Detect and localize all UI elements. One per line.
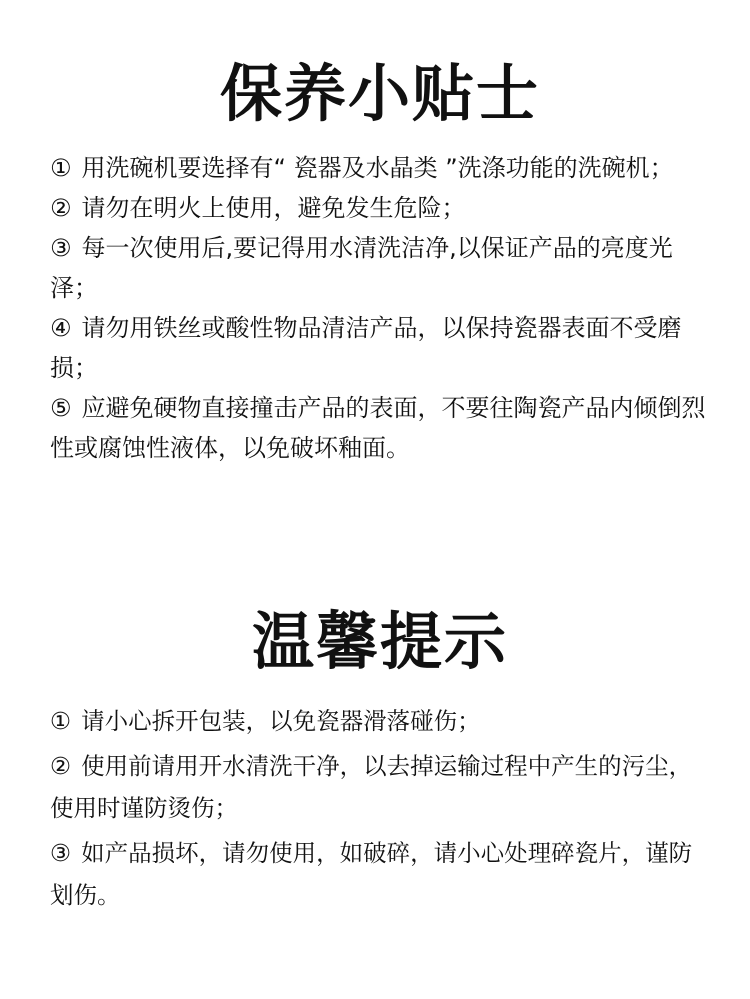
item-text: 每一次使用后,要记得用水清洗洁净,以保证产品的亮度光泽； [50,234,673,302]
item-text: 请勿在明火上使用，避免发生危险； [81,194,466,222]
item-number: ④ [50,314,72,342]
item-number: ① [50,707,72,735]
care-tips-section [50,58,710,468]
list-item [50,228,710,308]
list-item [50,745,710,829]
list-item [50,388,710,468]
warm-tips-list [50,700,710,916]
item-number: ③ [50,234,72,262]
item-number: ② [50,194,72,222]
warm-tips-title: 温馨提示 [251,605,508,678]
item-text: 使用前请用开水清洗干净，以去掉运输过程中产生的污尘，使用时谨防烫伤； [50,752,693,822]
list-item [50,188,710,228]
item-text: 请勿用铁丝或酸性物品清洁产品，以保持瓷器表面不受磨损； [50,314,682,382]
care-tips-title: 保养小贴士 [219,57,540,130]
warm-tips-section [50,606,710,919]
item-number: ③ [50,839,72,867]
item-text: 用洗碗机要选择有“ 瓷器及水晶类 ”洗涤功能的洗碗机； [81,154,674,182]
list-item [50,148,710,188]
item-number: ① [50,154,72,182]
item-text: 请小心拆开包装，以免瓷器滑落碰伤； [81,707,481,735]
item-number: ② [50,752,72,780]
item-text: 如产品损坏，请勿使用，如破碎，请小心处理碎瓷片，谨防划伤。 [50,839,693,909]
list-item [50,700,710,742]
item-text: 应避免硬物直接撞击产品的表面，不要往陶瓷产品内倾倒烈性或腐蚀性液体，以免破坏釉面。 [50,394,706,462]
list-item [50,832,710,916]
care-tips-list [50,148,710,468]
list-item [50,308,710,388]
item-number: ⑤ [50,394,72,422]
